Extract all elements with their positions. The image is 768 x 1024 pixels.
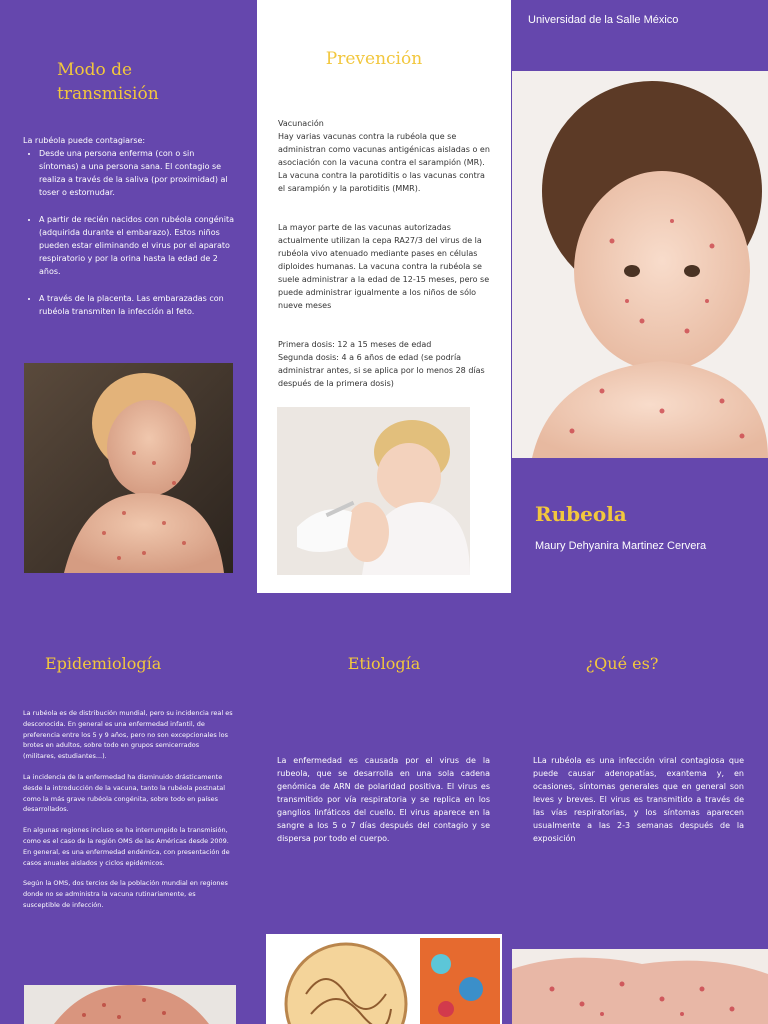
epidemiology-paragraph-1: La rubéola es de distribución mundial, pero su incidencia real es desconocida. En general es una enfermedad infantil, de preferencia entre los 5 y 9 años, pero no son excepcionales los brotes en adultos, sobre todo en grupos semicerrados (militares, estudiantes...).: [23, 709, 233, 761]
epidemiology-paragraph-2: La incidencia de la enfermedad ha disminuido drásticamente desde la introducción de la vacuna, tanto la rubéola postnatal como la más grave rubéola congénita, sobre todo en países desarrollados.: [23, 772, 226, 814]
etiology-title: Etiología: [347, 654, 421, 673]
prevention-paragraph-2: La mayor parte de las vacunas autorizadas actualmente utilizan la cepa RA27/3 del virus de la rubéola vivo atenuado mediante pases en células diploides humanas. La vacuna contra la rubéola se suele administrar a la edad de 12-15 meses, pero se puede administrar igualmente a los niños de sólo nueve meses: [278, 223, 490, 310]
etiology-body: La enfermedad es causada por el virus de la rubeola, que se desarrolla en una sola cadena genómica de ARN de polaridad positiva. El virus es transmitido por vía respiratoria y se replica en los ganglios linfáticos del cuello. El virus aparece en la sangre a los 5 o 7 días después del contagio y se dispersa por todo el cuerpo.: [277, 756, 490, 843]
hand-rash-photo: [512, 949, 768, 1024]
list-item: • A partir de recién nacidos con rubéola congénita (adquirida durante el embarazo). Estos niños pueden estar eliminando el virus por el aparato respiratorio y por la orina hasta la edad de 2 años.: [39, 213, 235, 278]
transmission-intro: La rubéola puede contagiarse:: [23, 136, 146, 145]
prevention-paragraph-3: Primera dosis: 12 a 15 meses de edad Segunda dosis: 4 a 6 años de edad (se podría administrar antes, si se aplica por lo menos 28 días después de la primera dosis): [278, 340, 485, 388]
epidemiology-paragraph-3: En algunas regiones incluso se ha interrumpido la transmisión, como es el caso de la región OMS de las Américas desde 2009. En general, es una enfermedad endémica, con presentación de casos anuales aislados y ciclos epidémicos.: [23, 826, 230, 867]
cover-title: Rubeola: [535, 502, 627, 526]
prevention-title: Prevención: [325, 49, 423, 69]
list-item: • Desde una persona enferma (con o sin síntomas) a una persona sana. El contagio se realiza a través de la saliva (por proximidad) al toser o estornudar.: [39, 147, 235, 199]
epidemiology-title: Epidemiología: [45, 654, 162, 673]
what-is-title: ¿Qué es?: [585, 654, 659, 673]
child-rash-photo: [24, 363, 233, 573]
what-is-body: LLa rubéola es una infección viral contagiosa que puede causar adenopatías, exantema y, en ocasiones, síntomas generales que en general son leves y breves. El virus es transmitido a través de las vías respiratorias, y los síntomas aparecen usualmente a las 2-3 semanas después de la exposición: [533, 756, 744, 843]
author-name: Maury Dehyanira Martinez Cervera: [535, 540, 707, 552]
virus-diagram-image: [266, 934, 502, 1024]
prevention-body: [278, 104, 490, 403]
university-name: Universidad de la Salle México: [528, 14, 679, 26]
epidemiology-paragraph-4: Según la OMS, dos tercios de la población mundial en regiones donde no se administra la vacuna rutinariamente, es susceptible de infección.: [23, 879, 228, 909]
list-item: • A través de la placenta. Las embarazadas con rubéola transmiten la infección al feto.: [39, 292, 235, 318]
prevention-paragraph-1: Vacunación Hay varias vacunas contra la rubéola que se administran como vacunas antigénicas aisladas o en asociación con la vacuna contra el sarampión (MR). La vacuna contra la parotiditis o las vacunas contra el sarampión y la parotiditis (MMR).: [278, 119, 490, 193]
neck-rash-photo: [24, 985, 236, 1024]
epidemiology-body: [23, 708, 233, 911]
transmission-body: [23, 134, 235, 332]
vaccination-photo: [277, 407, 470, 575]
toddler-rash-photo: [512, 71, 768, 458]
transmission-list: [23, 147, 235, 318]
transmission-title: Modo de transmisión: [57, 60, 159, 104]
